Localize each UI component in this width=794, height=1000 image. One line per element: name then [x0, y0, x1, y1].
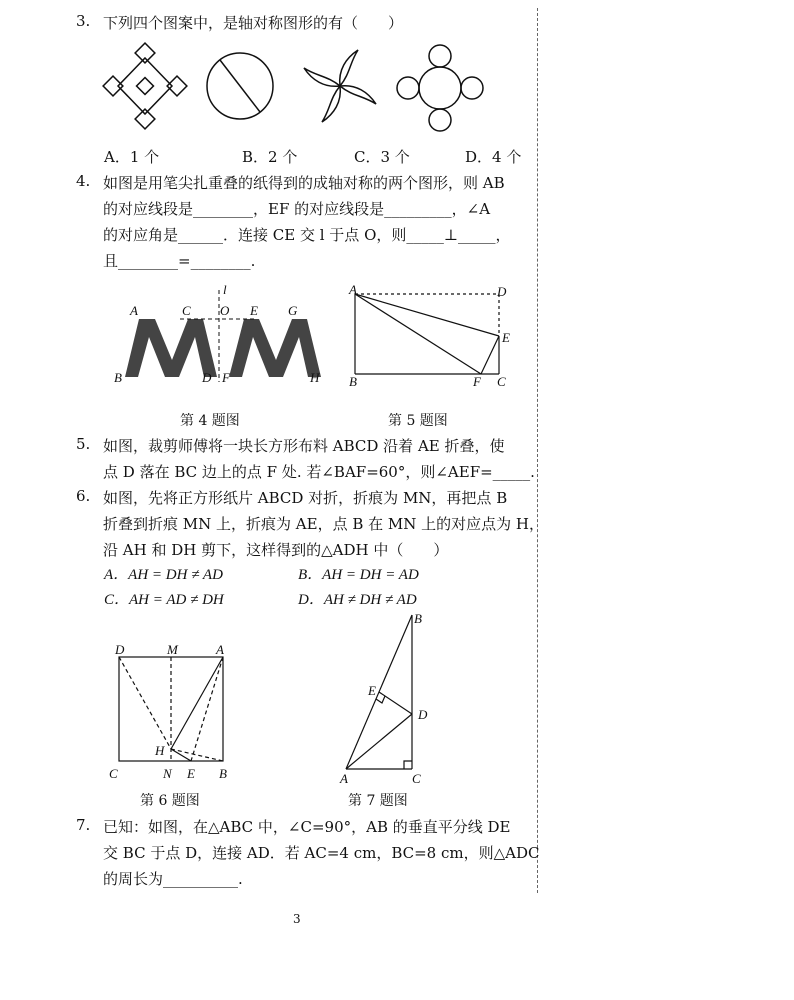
fig7-right-angle-c [404, 761, 412, 769]
q7-line1: 已知：如图，在△ABC 中，∠C=90°，AB 的垂直平分线 DE [103, 818, 511, 836]
fig5 [345, 282, 525, 396]
q5-line1: 如图，裁剪师傅将一块长方形布料 ABCD 沿着 AE 折叠，使 [103, 437, 505, 455]
fig4-label-o: O [220, 303, 230, 318]
q6-line3: 沿 AH 和 DH 剪下，这样得到的△ADH 中（ ） [103, 541, 449, 559]
fig7-label-d: D [418, 707, 428, 722]
fig4-label-c: C [182, 303, 191, 318]
fig4-label-g: G [288, 303, 298, 318]
fig5-fold-fe [481, 336, 499, 374]
fig6-segment-ah [171, 657, 223, 749]
q3-number: 3. [76, 12, 91, 30]
q3-option-c: C．3 个 [354, 148, 410, 166]
page-number: 3 [293, 912, 301, 926]
fig6-label-h: H [155, 743, 165, 758]
q6-line2: 折叠到折痕 MN 上，折痕为 AE，点 B 在 MN 上的对应点为 H， [103, 515, 545, 533]
fig5-label-f: F [473, 374, 481, 389]
q3-option-b: B．2 个 [242, 148, 298, 166]
fig5-caption: 第 5 题图 [388, 413, 448, 429]
q7-line3: 的周长为__________. [103, 870, 243, 888]
fig6-label-e: E [187, 766, 195, 781]
fig4-label-f: F [222, 370, 230, 385]
fig7-label-a: A [340, 771, 348, 786]
fig4-right-m [229, 319, 321, 377]
q7-number: 7. [76, 816, 91, 834]
column-divider [537, 8, 538, 893]
q3-figure-circles [397, 45, 483, 131]
fig7-label-e: E [368, 683, 376, 698]
q4-line1: 如图是用笔尖扎重叠的纸得到的成轴对称的两个图形，则 AB [103, 174, 505, 192]
q3-figure-diamond [103, 43, 187, 129]
fig5-crease-ae [355, 294, 499, 336]
fig7 [330, 605, 445, 791]
fig7-bisector-de [379, 692, 412, 714]
q5-number: 5. [76, 435, 91, 453]
fig5-label-b: B [349, 374, 357, 389]
q5-line2: 点 D 落在 BC 边上的点 F 处. 若∠BAF=60°，则∠AEF=_____. [103, 463, 535, 481]
fig7-segment-ad [346, 714, 412, 769]
q4-line4: 且________=________. [103, 252, 256, 270]
fig4-label-b: B [114, 370, 122, 385]
q6-option-b: B．AH = DH = AD [298, 567, 419, 583]
fig4-left-m [125, 319, 217, 377]
fig6-crease-ae [191, 657, 223, 761]
fig6-caption: 第 6 题图 [140, 793, 200, 809]
fig7-caption: 第 7 题图 [348, 793, 408, 809]
fig5-fold-af [355, 294, 481, 374]
q3-figure-circle [207, 53, 273, 119]
fig4 [110, 282, 330, 396]
q3-option-a: A．1 个 [104, 148, 160, 166]
q4-line3: 的对应角是______．连接 CE 交 l 于点 O，则_____⊥_____， [103, 226, 511, 244]
fig6-label-d: D [115, 642, 125, 657]
fig6-label-n: N [163, 766, 172, 781]
fig6-label-c: C [109, 766, 118, 781]
fig4-caption: 第 4 题图 [180, 413, 240, 429]
q4-number: 4. [76, 172, 91, 190]
fig6-label-m: M [167, 642, 178, 657]
fig5-label-c: C [497, 374, 506, 389]
fig7-label-b: B [414, 611, 422, 626]
fig7-label-c: C [412, 771, 421, 786]
q6-option-a: A．AH = DH ≠ AD [104, 567, 223, 583]
fig6 [105, 635, 240, 789]
q3-figures [100, 40, 500, 144]
q7-line2: 交 BC 于点 D，连接 AD．若 AC=4 cm，BC=8 cm，则△ADC [103, 844, 540, 862]
q6-option-d: D．AH ≠ DH ≠ AD [298, 592, 417, 608]
fig4-label-d: D [202, 370, 212, 385]
q3-figure-pinwheel [304, 50, 376, 122]
q6-option-c: C．AH = AD ≠ DH [104, 592, 224, 608]
fig5-label-a: A [349, 282, 357, 297]
fig5-label-e: E [502, 330, 510, 345]
fig6-label-b: B [219, 766, 227, 781]
fig6-label-a: A [216, 642, 224, 657]
fig4-label-l: l [223, 282, 227, 297]
fig4-label-h: H [310, 370, 320, 385]
q3-option-d: D．4 个 [465, 148, 522, 166]
fig4-label-e: E [250, 303, 258, 318]
q4-line2: 的对应线段是________，EF 的对应线段是_________，∠A [103, 200, 491, 218]
q6-line1: 如图，先将正方形纸片 ABCD 对折，折痕为 MN，再把点 B [103, 489, 508, 507]
fig6-segment-hb [171, 749, 223, 761]
q6-number: 6. [76, 487, 91, 505]
fig5-label-d: D [497, 284, 507, 299]
fig6-segment-dh [119, 657, 171, 749]
q3-text: 下列四个图案中，是轴对称图形的有（ ） [103, 14, 404, 32]
fig4-label-a: A [130, 303, 138, 318]
